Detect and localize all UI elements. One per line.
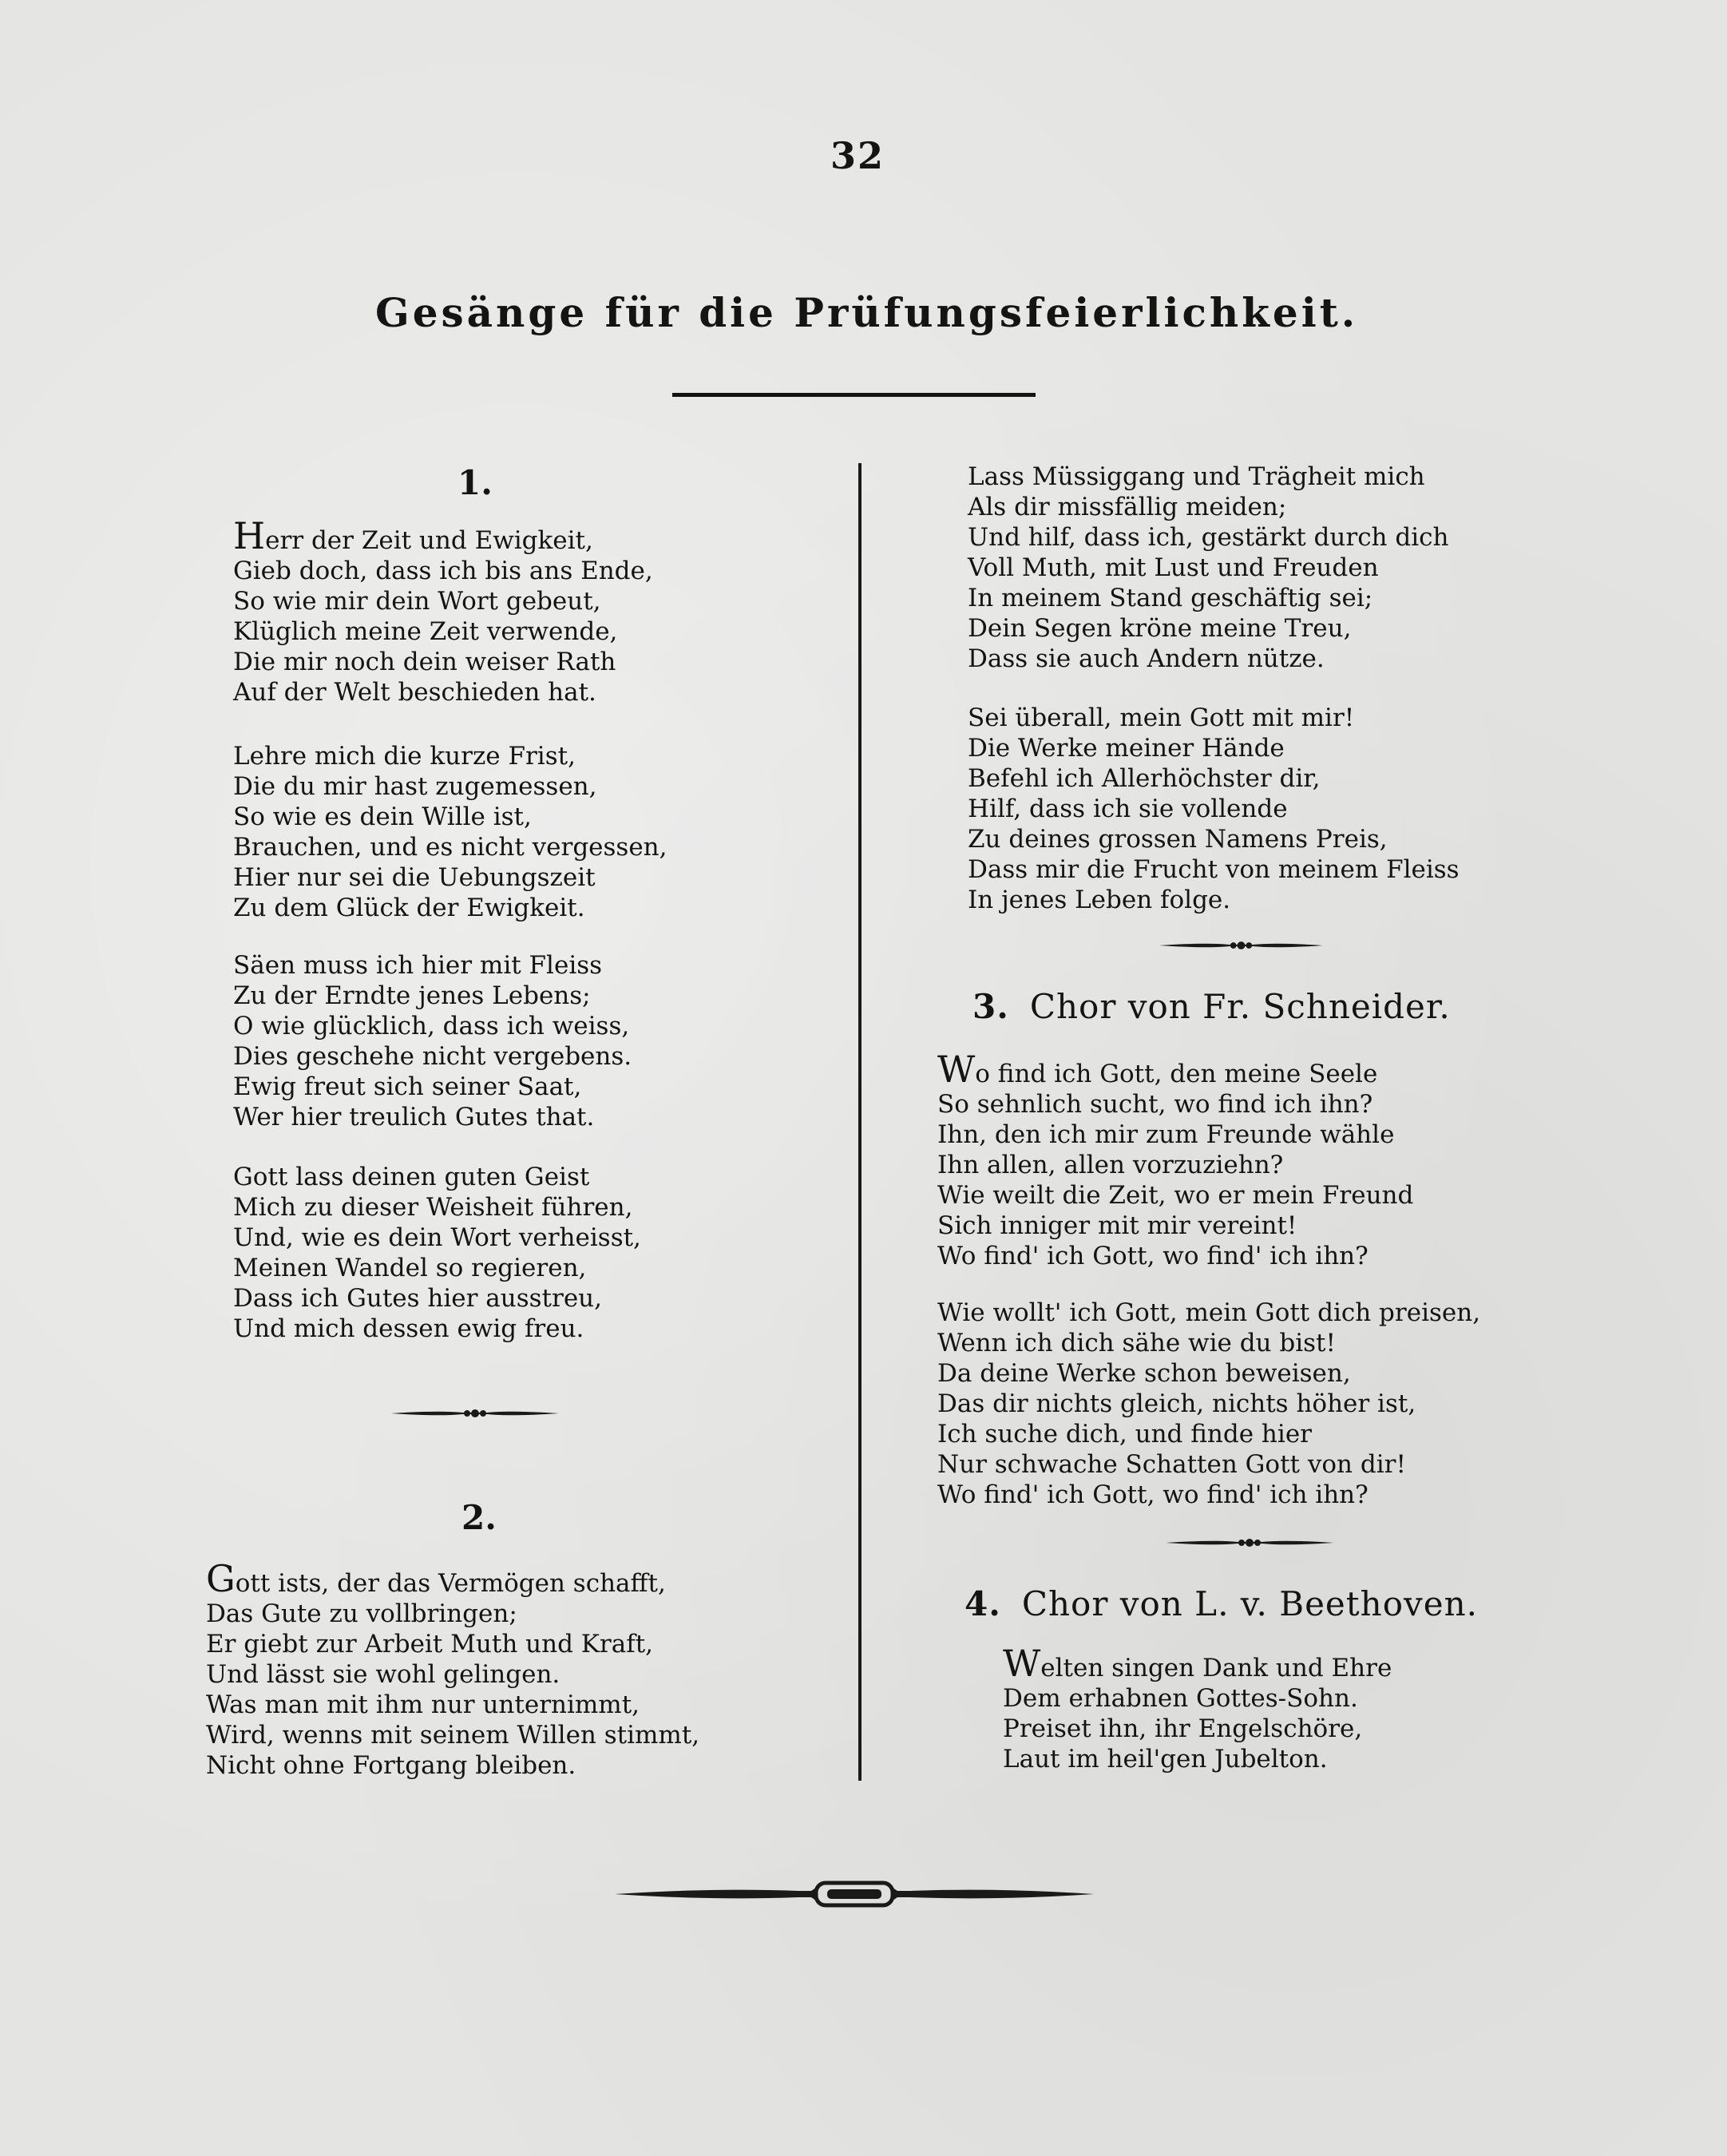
verse-line: Und hilf, dass ich, gestärkt durch dich (968, 523, 1449, 552)
verse-line: Mich zu dieser Weisheit führen, (233, 1193, 633, 1222)
verse-line: So sehnlich sucht, wo find ich ihn? (937, 1090, 1373, 1119)
verse-line: Dies geschehe nicht vergebens. (233, 1042, 632, 1071)
verse-line: Er giebt zur Arbeit Muth und Kraft, (206, 1630, 654, 1659)
page-title: Gesänge für die Prüfungsfeierlichkeit. (375, 289, 1359, 336)
verse-line: Dass sie auch Andern nütze. (968, 644, 1325, 673)
verse-line: Befehl ich Allerhöchster dir, (968, 764, 1321, 793)
song-2-stanza-2 (968, 462, 1448, 674)
verse-line: Klüglich meine Zeit verwende, (233, 617, 618, 646)
verse-line: Gieb doch, dass ich bis ans Ende, (233, 557, 653, 585)
verse-line: Die mir noch dein weiser Rath (233, 648, 616, 676)
verse-line: Was man mit ihm nur unternimmt, (206, 1690, 640, 1719)
verse-line: Als dir missfällig meiden; (968, 493, 1287, 521)
verse-line: Das dir nichts gleich, nichts höher ist, (937, 1389, 1416, 1418)
tailpiece-ornament-icon (615, 1877, 1094, 1908)
verse-line: In meinem Stand geschäftig sei; (968, 584, 1373, 612)
verse-line: Sei überall, mein Gott mit mir! (968, 703, 1355, 732)
song-1-number: 1. (457, 463, 493, 502)
verse-line: O wie glücklich, dass ich weiss, (233, 1012, 630, 1040)
verse-line: Die du mir hast zugemessen, (233, 772, 597, 801)
verse-line: Auf der Welt beschieden hat. (233, 678, 596, 707)
ornament-divider-icon (1166, 1533, 1333, 1552)
verse-line: So wie es dein Wille ist, (233, 803, 532, 831)
verse-line: Lass Müssiggang und Trägheit mich (968, 462, 1425, 491)
verse-line: In jenes Leben folge. (968, 886, 1231, 914)
verse-line: Wie weilt die Zeit, wo er mein Freund (937, 1181, 1414, 1210)
verse-line: Säen muss ich hier mit Fleiss (233, 951, 603, 980)
verse-line: Das Gute zu vollbringen; (206, 1599, 517, 1628)
song-2-stanza-3 (968, 703, 1460, 915)
song-1-stanza-1 (233, 514, 653, 707)
verse-line: Wo find' ich Gott, wo find' ich ihn? (937, 1480, 1369, 1509)
verse-line: Zu dem Glück der Ewigkeit. (233, 894, 585, 922)
song-1-stanza-2 (233, 741, 667, 923)
verse-line: Welten singen Dank und Ehre (1003, 1642, 1392, 1685)
verse-line: Wo find' ich Gott, wo find' ich ihn? (937, 1242, 1369, 1270)
verse-line: Hier nur sei die Uebungszeit (233, 863, 596, 892)
song-3-heading (972, 987, 1451, 1026)
verse-line: So wie mir dein Wort gebeut, (233, 587, 601, 616)
verse-line: Wie wollt' ich Gott, mein Gott dich preisen, (937, 1298, 1481, 1327)
verse-line: Voll Muth, mit Lust und Freuden (968, 553, 1379, 582)
song-3-title: Chor von Fr. Schneider. (1029, 987, 1451, 1026)
song-2-number: 2. (461, 1498, 497, 1537)
verse-line: Sich inniger mit mir vereint! (937, 1211, 1297, 1240)
verse-line: Wenn ich dich sähe wie du bist! (937, 1329, 1336, 1357)
verse-line: Dein Segen kröne meine Treu, (968, 614, 1352, 643)
verse-line: Und mich dessen ewig freu. (233, 1314, 584, 1343)
song-3-stanza-2 (937, 1298, 1480, 1510)
verse-line: Da deine Werke schon beweisen, (937, 1359, 1351, 1388)
verse-line: Und lässt sie wohl gelingen. (206, 1660, 560, 1689)
verse-line: Ich suche dich, und finde hier (937, 1420, 1312, 1449)
verse-line: Die Werke meiner Hände (968, 734, 1285, 763)
verse-line: Zu der Erndte jenes Lebens; (233, 981, 591, 1010)
column-divider (858, 463, 862, 1781)
song-4-number: 4. (965, 1584, 1001, 1623)
verse-line: Brauchen, und es nicht vergessen, (233, 833, 667, 862)
verse-line: Gott lass deinen guten Geist (233, 1163, 590, 1191)
verse-line: Nur schwache Schatten Gott von dir! (937, 1450, 1406, 1479)
verse-line: Hilf, dass ich sie vollende (968, 795, 1288, 823)
verse-line: Ewig freut sich seiner Saat, (233, 1072, 582, 1101)
title-rule (672, 393, 1036, 397)
song-1-stanza-4 (233, 1162, 641, 1344)
verse-line: Ihn allen, allen vorzuziehn? (937, 1151, 1284, 1179)
verse-line: Preiset ihn, ihr Engelschöre, (1003, 1714, 1363, 1743)
verse-line: Dass ich Gutes hier ausstreu, (233, 1284, 603, 1313)
verse-line: Wer hier treulich Gutes that. (233, 1103, 595, 1132)
verse-line: Dass mir die Frucht von meinem Fleiss (968, 855, 1460, 884)
verse-line: Herr der Zeit und Ewigkeit, (233, 514, 593, 557)
song-3-number: 3. (972, 987, 1009, 1026)
verse-line: Dem erhabnen Gottes-Sohn. (1003, 1684, 1358, 1713)
song-4-title: Chor von L. v. Beethoven. (1021, 1584, 1478, 1623)
verse-line: Wird, wenns mit seinem Willen stimmt, (206, 1721, 700, 1750)
verse-line: Laut im heil'gen Jubelton. (1003, 1745, 1328, 1774)
verse-line: Nicht ohne Fortgang bleiben. (206, 1751, 576, 1780)
ornament-divider-icon (391, 1404, 559, 1423)
song-1-stanza-3 (233, 950, 632, 1132)
verse-line: Lehre mich die kurze Frist, (233, 742, 576, 771)
ornament-divider-icon (1159, 936, 1323, 955)
verse-line: Zu deines grossen Namens Preis, (968, 825, 1388, 854)
song-2-stanza-1 (206, 1557, 700, 1781)
song-3-stanza-1 (937, 1048, 1414, 1271)
song-4-stanza-1 (1003, 1642, 1392, 1774)
song-4-heading (965, 1584, 1478, 1623)
verse-line: Ihn, den ich mir zum Freunde wähle (937, 1120, 1395, 1149)
verse-line: Wo find ich Gott, den meine Seele (937, 1048, 1378, 1091)
verse-line: Gott ists, der das Vermögen schafft, (206, 1557, 666, 1600)
page-number: 32 (830, 134, 885, 177)
verse-line: Und, wie es dein Wort verheisst, (233, 1223, 641, 1252)
verse-line: Meinen Wandel so regieren, (233, 1254, 587, 1282)
